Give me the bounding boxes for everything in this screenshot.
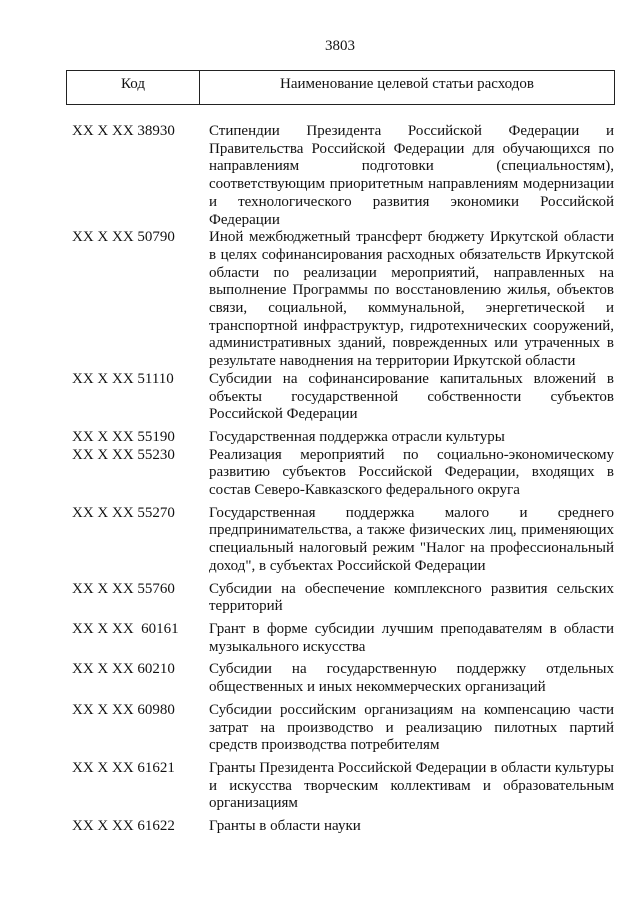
row-description: Гранты Президента Российской Федерации в области культуры и искусства творческим коллективам и образовательным организациям	[209, 759, 614, 812]
row-description: Субсидии на государственную поддержку отдельных общественных и иных некоммерческих организаций	[209, 661, 614, 696]
table-row	[72, 229, 614, 371]
row-code: XX X XX 51110	[72, 370, 174, 387]
row-code: XX X XX 60980	[72, 701, 175, 718]
row-description: Субсидии российским организациям на компенсацию части затрат на производство и реализацию пилотных партий средств производства потребителям	[209, 701, 614, 754]
table-row	[72, 818, 614, 836]
table-row	[72, 447, 614, 500]
row-code: XX X XX 38930	[72, 123, 175, 139]
table-row	[72, 123, 614, 229]
row-description: Грант в форме субсидии лучшим преподавателям в области музыкального искусства	[209, 620, 614, 655]
row-code: XX X XX 55760	[72, 580, 175, 597]
row-code: XX X XX 55270	[72, 504, 175, 521]
row-description: Стипендии Президента Российской Федерации и Правительства Российской Федерации для обучающихся по направлениям подготовки (специальностям), соответствующим приоритетным направлениям модернизации и технологического развития экономики Российской Федерации	[209, 123, 614, 228]
table-row	[72, 661, 614, 696]
row-description: Гранты в области науки	[209, 818, 361, 835]
row-code: XX X XX 50790	[72, 229, 175, 246]
row-code: XX X XX 55190	[72, 428, 175, 445]
row-description: Субсидии на софинансирование капитальных вложений в объекты государственной собственности субъектов Российской Федерации	[209, 370, 614, 423]
row-description: Иной межбюджетный трансферт бюджету Иркутской области в целях софинансирования расходных обязательств Иркутской области по реализации мероприятий, направленных на выполнение Программы по восстановлению жилья, объектов связи, социальной, коммунальной, энергетической и транспортной инфраструктур, гидротехнических сооружений, административных зданий, поврежденных или утраченных в результате наводнения на территории Иркутской области	[209, 229, 614, 370]
page-number: 3803	[325, 38, 355, 54]
row-description: Субсидии на обеспечение комплексного развития сельских территорий	[209, 580, 614, 615]
table-row	[72, 505, 614, 576]
table-row	[72, 702, 614, 755]
table-row	[72, 429, 614, 447]
table-row	[72, 621, 614, 656]
row-code: XX X XX 61622	[72, 818, 175, 835]
row-code: XX X XX 55230	[72, 446, 175, 463]
table-row	[72, 371, 614, 424]
column-header-name: Наименование целевой статьи расходов	[280, 76, 534, 92]
table-row	[72, 760, 614, 813]
row-code: XX X XX 60210	[72, 661, 175, 678]
row-code: XX X XX 60161	[72, 620, 179, 637]
row-description: Реализация мероприятий по социально-экономическому развитию субъектов Российской Федерации, входящих в состав Северо-Кавказского федерального округа	[209, 446, 614, 499]
table-row	[72, 581, 614, 616]
column-header-code: Код	[67, 71, 200, 104]
row-description: Государственная поддержка отрасли культуры	[209, 428, 505, 445]
row-code: XX X XX 61621	[72, 759, 175, 776]
expense-items-list	[72, 123, 614, 836]
row-description: Государственная поддержка малого и среднего предпринимательства, а также физических лиц, применяющих специальный налоговый режим "Налог на профессиональный доход", в субъектах Российской Федерации	[209, 504, 614, 574]
table-header	[66, 70, 615, 105]
